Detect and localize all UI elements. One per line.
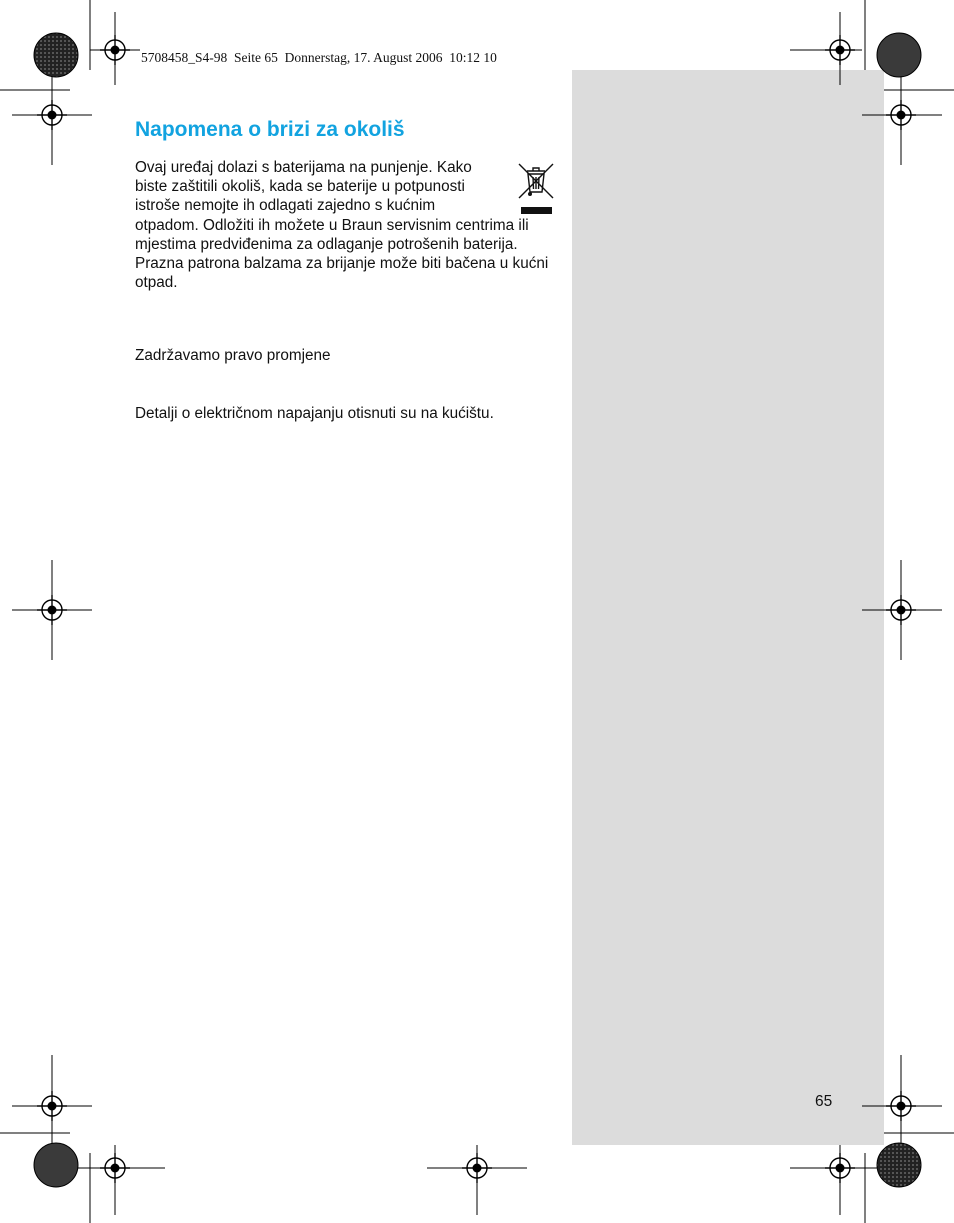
rights-note: Zadržavamo pravo promjene: [135, 347, 331, 364]
crossed-out-wheelie-bin-icon: [517, 162, 555, 217]
paragraph-1-rest: otpadom. Odložiti ih možete u Braun servisnim centrima ili mjestima predviđenima za odlaganje potrošenih baterija.: [135, 216, 529, 253]
section-title: Napomena o brizi za okoliš: [135, 118, 405, 141]
power-supply-note: Detalji o električnom napajanju otisnuti su na kućištu.: [135, 405, 494, 422]
print-job-header: 5708458_S4-98 Seite 65 Donnerstag, 17. August 2006 10:12 10: [141, 50, 497, 65]
page-number: 65: [815, 1093, 833, 1110]
paragraph-2: Prazna patrona balzama za brijanje može biti bačena u kućni otpad.: [135, 255, 549, 292]
section-body: [135, 158, 555, 292]
paragraph-1-top: Ovaj uređaj dolazi s baterijama na punjenje. Kako biste zaštitili okoliš, kada se baterije u potpunosti istroše nemojte ih odlagati zajedno s kućnim: [135, 159, 472, 215]
